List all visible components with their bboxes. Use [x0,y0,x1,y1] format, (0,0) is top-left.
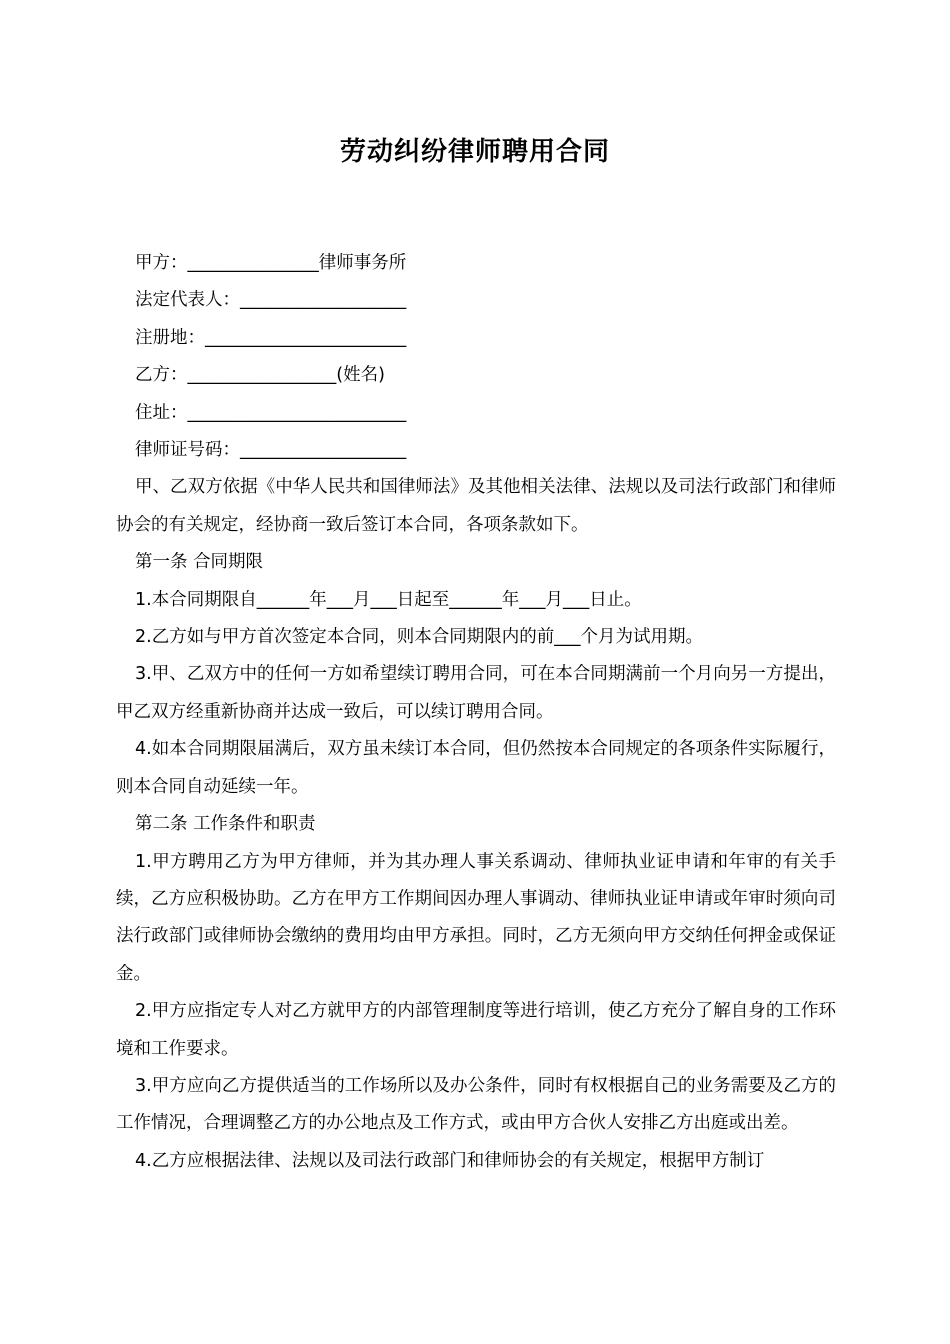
preamble-paragraph: 甲、乙双方依据《中华人民共和国律师法》及其他相关法律、法规以及司法行政部门和律师协会的有关规定，经协商一致后签订本合同，各项条款如下。 [116,477,836,535]
article-2-clause-1: 1.甲方聘用乙方为甲方律师，并为其办理人事关系调动、律师执业证申请和年审的有关手续，乙方应积极协助。乙方在甲方工作期间因办理人事调动、律师执业证申请或年审时须向司法行政部门或律师协会缴纳的费用均由甲方承担。同时，乙方无须向甲方交纳任何押金或保证金。 [116,851,836,984]
article-1-clause-4: 4.如本合同期限届满后，双方虽未续订本合同，但仍然按本合同规定的各项条件实际履行，则本合同自动延续一年。 [116,739,836,797]
document-body [116,245,836,1180]
article-2-heading: 第二条 工作条件和职责 [135,814,316,835]
address-line: 住址：_________________________ [135,402,407,423]
registered-address-line: 注册地：_______________________ [135,327,407,348]
document-title: 劳动纠纷律师聘用合同 [339,137,610,167]
article-1-clause-1: 1.本合同期限自______年___月___日起至______年___月___日止。 [135,589,642,610]
article-2-clause-4: 4.乙方应根据法律、法规以及司法行政部门和律师协会的有关规定，根据甲方制订 [135,1150,765,1171]
party-a-line: 甲方：_______________律师事务所 [135,253,407,273]
article-1-heading: 第一条 合同期限 [135,552,264,573]
article-2-clause-2: 2.甲方应指定专人对乙方就甲方的内部管理制度等进行培训，使乙方充分了解自身的工作环境和工作要求。 [116,1001,836,1059]
legal-representative-line: 法定代表人：___________________ [135,290,407,311]
party-b-line: 乙方：_________________(姓名) [135,365,385,386]
article-2-clause-3: 3.甲方应向乙方提供适当的工作场所以及办公条件，同时有权根据自己的业务需要及乙方的工作情况，合理调整乙方的办公地点及工作方式，或由甲方合伙人安排乙方出庭或出差。 [116,1075,836,1134]
license-number-line: 律师证号码：___________________ [135,440,407,461]
article-1-clause-2: 2.乙方如与甲方首次签定本合同，则本合同期限内的前___个月为试用期。 [135,627,703,648]
article-1-clause-3: 3.甲、乙双方中的任何一方如希望续订聘用合同，可在本合同期满前一个月向另一方提出，甲乙双方经重新协商并达成一致后，可以续订聘用合同。 [116,664,836,722]
